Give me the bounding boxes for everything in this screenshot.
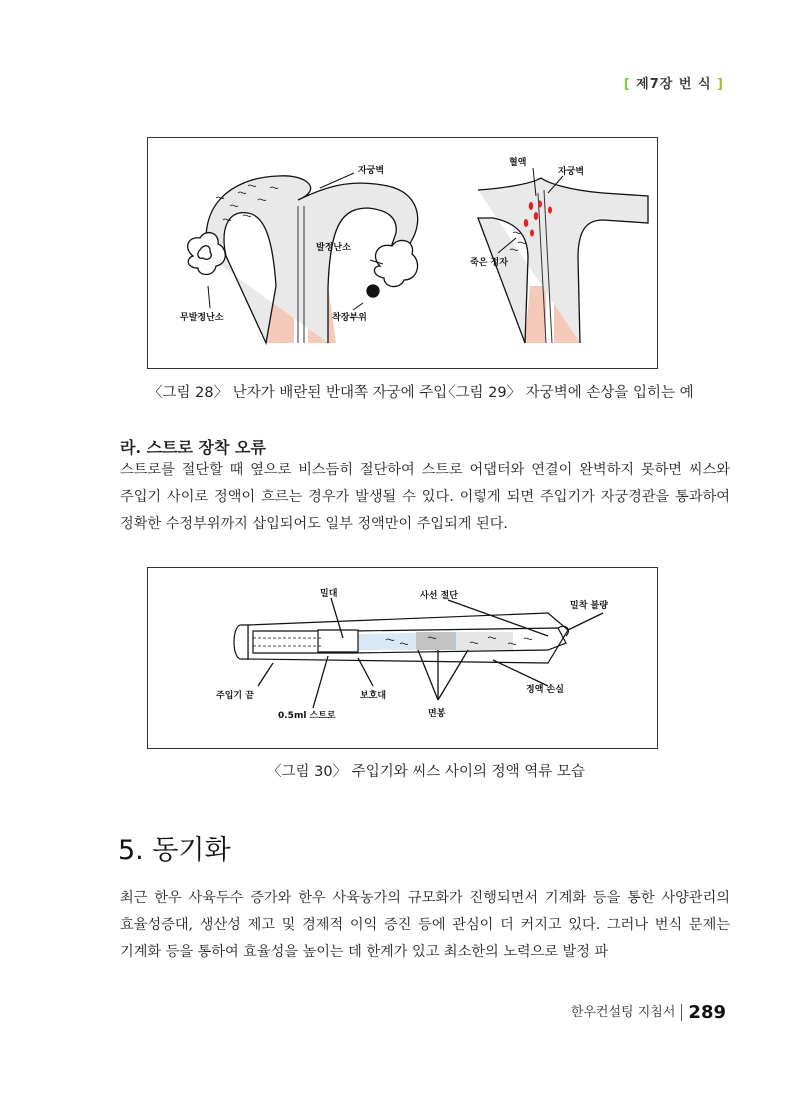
figure-uterus — [147, 137, 658, 369]
page-number: 289 — [688, 1002, 726, 1023]
footer-divider — [681, 1004, 682, 1021]
book-title: 한우컨설팅 지침서 — [570, 1005, 676, 1020]
paragraph-synchronization: 최근 한우 사육두수 증가와 한우 사육농가의 규모화가 진행되면서 기계화 등을 통한 사양관리의 효율성증대, 생산성 제고 및 경제적 이익 증진 등에 관심이 더 커지고 있다. 그러나 번식 문제는 기계화 등을 통하여 효율성을 높이는 데 한계가 있고 최소한의 노력으로 발정 파 — [120, 890, 730, 960]
label-semen-loss: 정액 손실 — [526, 685, 564, 695]
label-implant-site: 착장부위 — [332, 313, 367, 323]
subsection-heading: 라. 스트로 장착 오류 — [120, 438, 266, 457]
label-poor-seal: 밀착 불량 — [570, 601, 608, 611]
label-uterine-wall-right: 자궁벽 — [558, 167, 585, 177]
straw-drawing — [234, 613, 568, 663]
section-title: 5. 동기화 — [118, 835, 231, 866]
chapter-tag: [ 제7장 번 식 ] — [623, 77, 724, 92]
label-oblique-cut: 사선 절단 — [420, 591, 458, 601]
uterus-illustration — [148, 138, 657, 368]
label-straw: 0.5ml 스트로 — [278, 711, 336, 721]
label-sheath: 보호대 — [360, 691, 387, 701]
chapter-label: 제7장 번 식 — [636, 77, 712, 92]
straw-illustration — [148, 568, 657, 748]
label-dead-sperm: 죽은 정자 — [470, 258, 508, 268]
caption-figure-28: 〈그림 28〉 난자가 배란된 반대쪽 자궁에 주입 — [148, 385, 448, 401]
label-non-ovulating-ovary: 무발정난소 — [180, 313, 224, 323]
caption-figure-29: 〈그림 29〉 자궁벽에 손상을 입히는 예 — [441, 385, 694, 401]
label-gun-tip: 주입기 끝 — [216, 691, 254, 701]
label-cotton-plug: 면봉 — [428, 709, 446, 719]
label-ovulating-ovary: 발정난소 — [316, 243, 351, 253]
caption-figure-30: 〈그림 30〉 주입기와 씨스 사이의 정액 역류 모습 — [267, 764, 585, 780]
label-blood: 혈액 — [509, 158, 527, 168]
label-uterine-wall-left: 자궁벽 — [358, 166, 385, 176]
figure-straw — [147, 567, 658, 749]
page-footer — [571, 1001, 726, 1023]
paragraph-straw-error: 스트로를 절단할 때 옆으로 비스듬히 절단하여 스트로 어댑터와 연결이 완벽하지 못하면 씨스와 주입기 사이로 정액이 흐르는 경우가 발생될 수 있다. 이렇게 되면 주입기가 자궁경관을 통과하여 정확한 수정부위까지 삽입되어도 일부 정액만이 주입되게 된다. — [120, 462, 730, 532]
label-plunger: 밀대 — [320, 589, 338, 599]
